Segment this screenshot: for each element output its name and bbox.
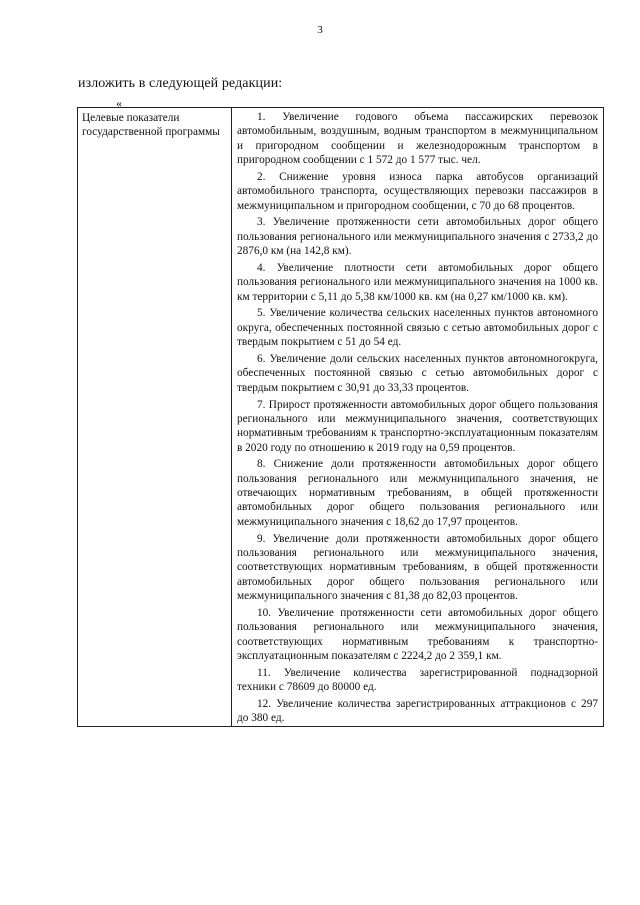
indicator-item: 1. Увеличение годового объема пассажирских перевозок автомобильным, воздушным, водным транспортом в межмуниципальном и пригородном сообщении и железнодорожным транспортом в пригородном сообщении с 1 572 до 1 577 тыс. чел. bbox=[237, 111, 598, 167]
indicator-item: 3. Увеличение протяженности сети автомобильных дорог общего пользования регионального или межмуниципального значения с 2733,2 до 2876,0 км (на 142,8 км). bbox=[237, 216, 598, 258]
indicators-list-cell bbox=[232, 108, 604, 727]
indicator-item: 8. Снижение доли протяженности автомобильных дорог общего пользования регионального или межмуниципального значения, не отвечающих нормативным требованиям, в общей протяженности автомобильных дорог общего пользования регионального или межмуниципального значения с 18,62 до 17,97 процентов. bbox=[237, 458, 598, 528]
indicator-item: 5. Увеличение количества сельских населенных пунктов автономного округа, обеспеченных постоянной связью с сетью автомобильных дорог с твердым покрытием с 51 до 54 ед. bbox=[237, 307, 598, 349]
indicator-item: 6. Увеличение доли сельских населенных пунктов автономногокруга, обеспеченных постоянной связью с сетью автомобильных дорог с твердым покрытием с 30,91 до 33,33 процентов. bbox=[237, 353, 598, 394]
indicator-item: 12. Увеличение количества зарегистрированных аттракционов с 297 до 380 ед. bbox=[237, 697, 598, 725]
page-number: 3 bbox=[317, 24, 323, 36]
indicator-item: 2. Снижение уровня износа парка автобусов организаций автомобильного транспорта, осуществляющих перевозки пассажиров в межмуниципальном и пригородном сообщении, с 70 до 68 процентов. bbox=[237, 170, 598, 212]
intro-text: изложить в следующей редакции: bbox=[78, 76, 283, 91]
indicator-item: 9. Увеличение доли протяженности автомобильных дорог общего пользования регионального или межмуниципального значения, соответствующих нормативным требованиям, в общей протяженности автомобильных дорог общего пользования регионального или межмуниципального значения с 81,38 до 82,03 процентов. bbox=[237, 532, 598, 602]
table-row bbox=[78, 108, 604, 727]
indicator-item: 11. Увеличение количества зарегистрированной поднадзорной техники с 78609 до 80000 ед. bbox=[237, 666, 598, 694]
indicators-label: Целевые показатели государственной программы bbox=[82, 112, 220, 139]
opening-quote: « bbox=[116, 96, 122, 110]
indicator-item: 7. Прирост протяженности автомобильных дорог общего пользования регионального или межмуниципального значения, соответствующих нормативным требованиям к транспортно-эксплуатационным показателям в 2020 году по отношению к 2019 году на 0,59 процентов. bbox=[237, 398, 598, 454]
indicators-label-cell bbox=[78, 108, 232, 727]
program-indicators-table bbox=[77, 107, 604, 727]
indicator-item: 10. Увеличение протяженности сети автомобильных дорог общего пользования регионального или межмуниципального значения, соответствующих нормативным требованиям к транспортно-эксплуатационным показателям с 2224,2 до 2 359,1 км. bbox=[237, 606, 598, 662]
indicator-item: 4. Увеличение плотности сети автомобильных дорог общего пользования регионального или межмуниципального значения на 1000 кв. км территории с 5,11 до 5,38 км/1000 кв. км (на 0,27 км/1000 кв. км). bbox=[237, 261, 598, 303]
